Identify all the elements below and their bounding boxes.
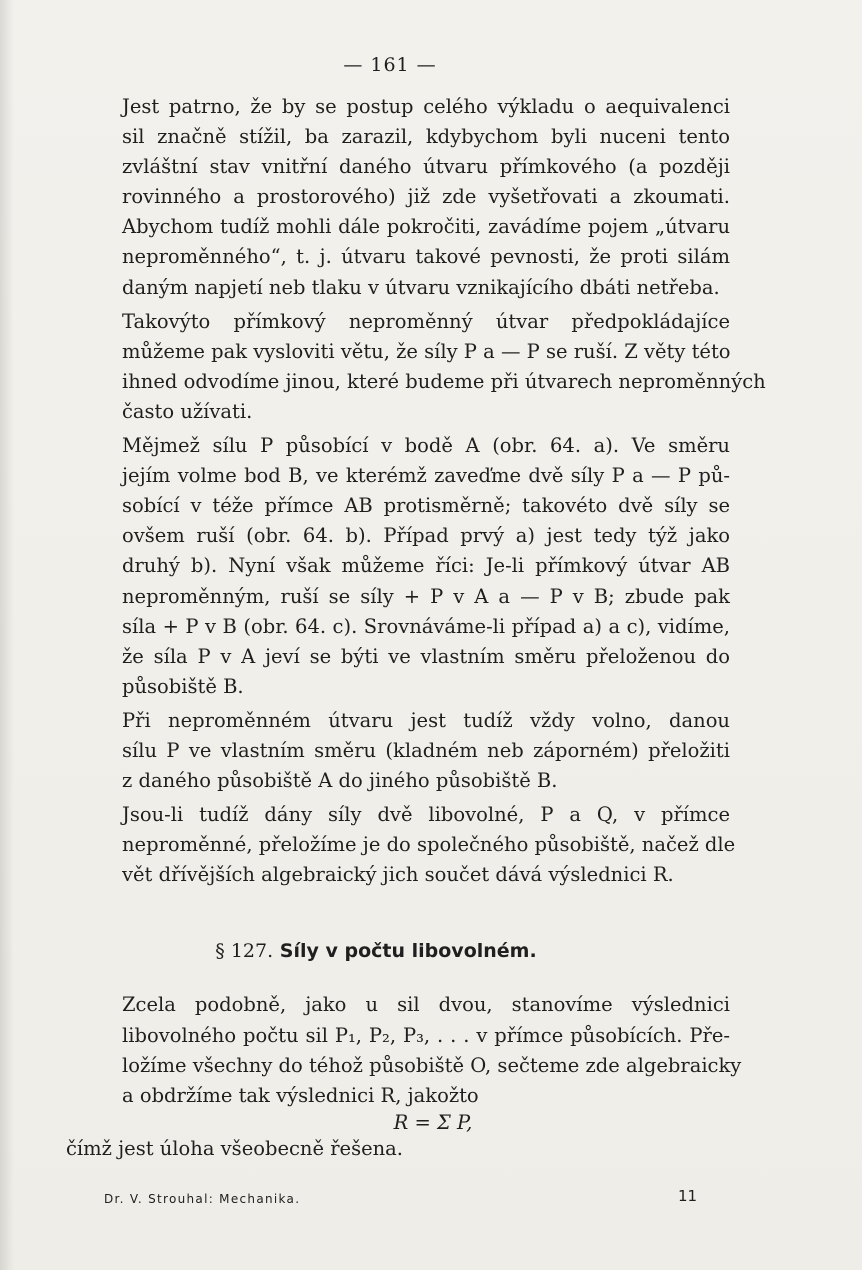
text-line: libovolného počtu sil P₁, P₂, P₃, . . . v přímce působících. Pře- [122,1023,730,1047]
footer-signature-number: 11 [678,1187,698,1205]
text-line: čímž jest úloha všeobecně řešena. [66,1136,404,1160]
text-line: rovinného a prostorového) již zde vyšetřovati a zkoumati. [122,185,730,209]
text-line: sobící v téže přímce AB protisměrně; takovéto dvě síly se [122,494,730,518]
text-line: Takovýto přímkový neproměnný útvar předpokládajíce [122,309,730,333]
text-line: Jest patrno, že by se postup celého výkladu o aequivalenci [122,95,730,118]
text-line: a obdržíme tak výslednici R, jakožto [122,1083,479,1107]
page-body [66,92,766,1164]
text-line: často užívati. [122,399,253,423]
text-line: druhý b). Nyní však můžeme říci: Je-li přímkový útvar AB [122,554,730,578]
text-line: síla + P v B (obr. 64. c). Srovnáváme-li případ a) a c), vidíme, [122,614,730,638]
text-line: neproměnné, přeložíme je do společného působiště, načež dle [122,833,736,857]
text-line: působiště B. [122,674,244,698]
text-line: můžeme pak vysloviti větu, že síly P a — P se ruší. Z věty této [122,339,731,363]
text-line: Při neproměnném útvaru jest tudíž vždy volno, danou [122,708,730,732]
text-line: daným napjetí neb tlaku v útvaru vznikajícího dbáti netřeba. [122,275,720,299]
text-line: neproměnným, ruší se síly + P v A a — P v B; zbude pak [122,584,730,608]
section-heading [66,940,686,962]
section-number: § 127. [215,940,274,963]
text-line: neproměnného“, t. j. útvaru takové pevnosti, že proti silám [122,245,730,269]
text-line: ovšem ruší (obr. 64. b). Případ prvý a) jest tedy týž jako [122,524,730,548]
paragraph-rigid-transfer [66,706,730,796]
resultant-equation: R = Σ P, [393,1110,473,1134]
text-line: že síla P v A jeví se býti ve vlastním směru přeloženou do [122,644,730,668]
text-line: sílu P ve vlastním směru (kladném neb záporném) přeložiti [122,738,730,762]
paragraph-force-transfer [66,431,730,702]
text-line: ložíme všechny do téhož působiště O, sečteme zde algebraicky [122,1053,742,1077]
closing-line [66,1134,730,1164]
text-line: Zcela podobně, jako u sil dvou, stanovíme výslednici [122,993,730,1017]
section-title: Síly v počtu libovolném. [279,940,537,963]
text-line: Jsou-li tudíž dány síly dvě libovolné, P a Q, v přímce [122,803,730,827]
footer-author-title: Dr. V. Strouhal: Mechanika. [104,1192,301,1206]
paragraph-two-forces [66,800,736,890]
text-line: Mějmež sílu P působící v bodě A (obr. 64. a). Ve směru [122,434,730,458]
page-number: — 161 — [343,54,437,76]
paragraph-rigid-body [66,307,766,427]
text-line: ihned odvodíme jinou, které budeme při útvarech neproměnných [122,369,766,393]
text-line: zvláštní stav vnitřní daného útvaru přímkového (a později [122,155,730,179]
text-line: z daného působiště A do jiného působiště B. [122,769,558,793]
text-line: sil značně stížil, ba zarazil, kdybychom byli nuceni tento [122,125,730,149]
text-line: vět dřívějších algebraický jich součet dává výslednici R. [122,863,674,887]
paragraph-aequivalence [66,92,730,303]
paragraph-arbitrary-forces [66,990,742,1110]
text-line: jejím volme bod B, ve kterémž zaveďme dvě síly P a — P pů- [122,464,730,488]
text-line: Abychom tudíž mohli dále pokročiti, zavádíme pojem „útvaru [122,215,730,239]
